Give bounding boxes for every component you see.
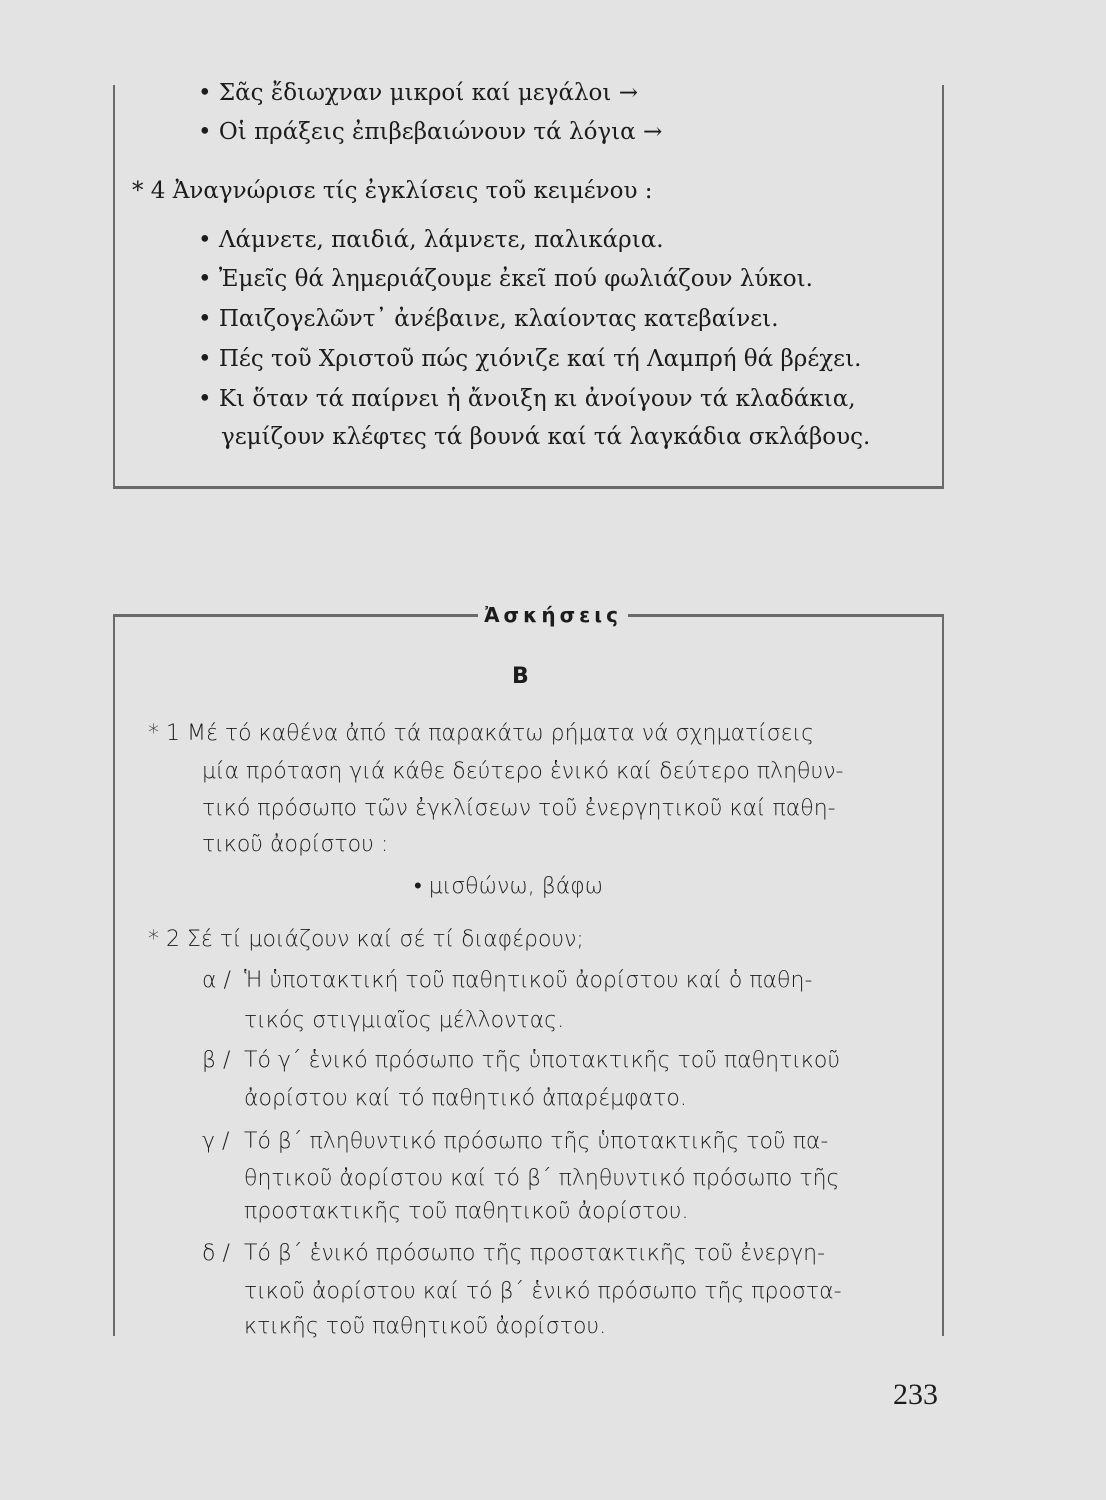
- exercise-1-line: τικό πρόσωπο τῶν ἐγκλίσεων τοῦ ἐνεργητικοῦ καί παθη-: [202, 796, 836, 821]
- part-line: τικός στιγμιαῖος μέλλοντας.: [244, 1008, 565, 1033]
- part-label: β /: [202, 1048, 231, 1073]
- exercise-1-line: * 1 Μέ τό καθένα ἀπό τά παρακάτω ρήματα νά σχηματίσεις: [148, 721, 814, 746]
- section-title-text: Ἀσκήσεις: [478, 603, 628, 627]
- list-item: • Οἱ πράξεις ἐπιβεβαιώνουν τά λόγια →: [198, 119, 663, 145]
- section-letter: B: [512, 664, 529, 689]
- exercise-1-line: τικοῦ ἀορίστου :: [202, 832, 389, 857]
- part-label: γ /: [202, 1129, 230, 1154]
- part-line: Τό β΄ πληθυντικό πρόσωπο τῆς ὑποτακτικῆς τοῦ πα-: [244, 1129, 829, 1154]
- list-item: • Σᾶς ἔδιωχναν μικροί καί μεγάλοι →: [198, 80, 639, 106]
- section-title: [0, 603, 1106, 627]
- exercise-2-heading: * 2 Σέ τί μοιάζουν καί σέ τί διαφέρουν;: [148, 927, 584, 952]
- box1-right-border: [942, 85, 944, 489]
- list-item: • Κι ὅταν τά παίρνει ἡ ἄνοιξη κι ἀνοίγουν τά κλαδάκια,: [198, 386, 856, 412]
- box1-left-border: [113, 85, 115, 489]
- part-line: κτικῆς τοῦ παθητικοῦ ἀορίστου.: [244, 1314, 607, 1339]
- list-item: • Λάμνετε, παιδιά, λάμνετε, παλικάρια.: [198, 227, 664, 253]
- list-item: • Πές τοῦ Χριστοῦ πώς χιόνιζε καί τή Λαμπρή θά βρέχει.: [198, 346, 862, 372]
- list-item: • Παιζογελῶντ᾽ ἀνέβαινε, κλαίοντας κατεβαίνει.: [198, 306, 779, 332]
- part-label: δ /: [202, 1241, 230, 1266]
- box2-left-border: [113, 614, 115, 1336]
- exercise-4-heading: * 4 Ἀναγνώρισε τίς ἐγκλίσεις τοῦ κειμένου :: [132, 178, 653, 204]
- part-line: Τό γ΄ ἑνικό πρόσωπο τῆς ὑποτακτικῆς τοῦ παθητικοῦ: [244, 1048, 841, 1073]
- part-line: τικοῦ ἀορίστου καί τό β΄ ἑνικό πρόσωπο τῆς προστα-: [244, 1279, 842, 1304]
- list-item: • Ἐμεῖς θά λημεριάζουμε ἐκεῖ πού φωλιάζουν λύκοι.: [198, 266, 813, 292]
- verbs-list: • μισθώνω, βάφω: [414, 874, 604, 899]
- exercise-1-line: μία πρόταση γιά κάθε δεύτερο ἑνικό καί δεύτερο πληθυν-: [202, 759, 844, 784]
- part-line: ἀορίστου καί τό παθητικό ἀπαρέμφατο.: [244, 1086, 687, 1111]
- part-line: προστακτικῆς τοῦ παθητικοῦ ἀορίστου.: [244, 1199, 689, 1224]
- part-line: θητικοῦ ἀορίστου καί τό β΄ πληθυντικό πρόσωπο τῆς: [244, 1166, 840, 1191]
- box2-right-border: [942, 614, 944, 1336]
- page-number: 233: [893, 1378, 938, 1411]
- part-line: Τό β΄ ἑνικό πρόσωπο τῆς προστακτικῆς τοῦ ἐνεργη-: [244, 1241, 826, 1266]
- list-item-continuation: γεμίζουν κλέφτες τά βουνά καί τά λαγκάδια σκλάβους.: [221, 424, 871, 450]
- part-label: α /: [202, 968, 231, 993]
- box1-bottom-border: [113, 486, 944, 489]
- part-line: Ἡ ὑποτακτική τοῦ παθητικοῦ ἀορίστου καί ὁ παθη-: [244, 968, 813, 993]
